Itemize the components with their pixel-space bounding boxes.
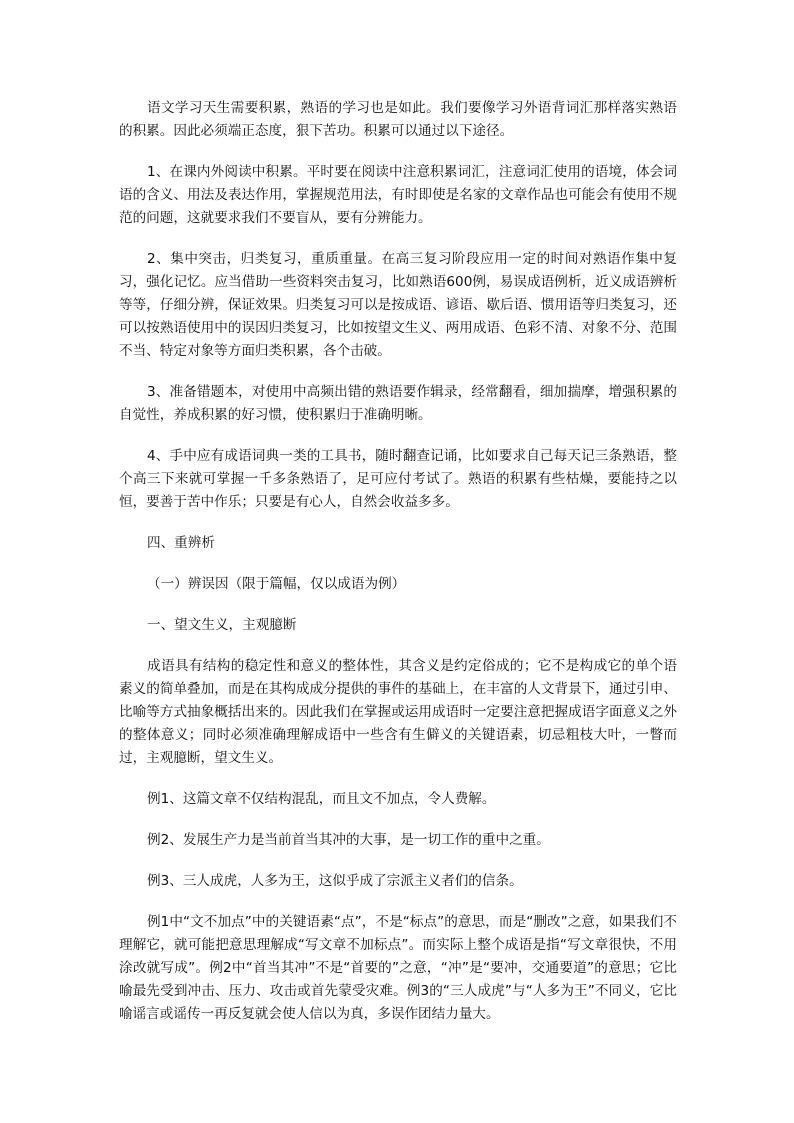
method-1-paragraph: 1、在课内外阅读中积累。平时要在阅读中注意积累词汇，注意词汇使用的语境，体会词语的含义、用法及表达作用，掌握规范用法，有时即使是名家的文章作品也可能会有使用不规范的问题，这就要求我们不要盲从，要有分辨能力。 bbox=[119, 164, 677, 226]
example-3: 例3、三人成虎，人多为王，这似乎成了宗派主义者们的信条。 bbox=[147, 873, 523, 889]
method-2-paragraph: 2、集中突击，归类复习，重质重量。在高三复习阶段应用一定的时间对熟语作集中复习，强化记忆。应当借助一些资料突击复习，比如熟语600例，易误成语例析，近义成语辨析等等，仔细分辨，保证效果。归类复习可以是按成语、谚语、歇后语、惯用语等归类复习，还可以按熟语使用中的误因归类复习，比如按望文生义、两用成语、色彩不清、对象不分、范围不当、特定对象等方面归类积累，各个击破。 bbox=[119, 251, 677, 359]
explanation-paragraph: 成语具有结构的稳定性和意义的整体性，其含义是约定俗成的；它不是构成它的单个语素义的简单叠加，而是在其构成成分提供的事件的基础上，在丰富的人文背景下，通过引申、比喻等方式抽象概括出来的。因此我们在掌握或运用成语时一定要注意把握成语字面意义之外的整体意义；同时必须准确理解成语中一些含有生僻义的关键语素，切忌粗枝大叶，一瞥而过，主观臆断，望文生义。 bbox=[119, 658, 677, 766]
intro-paragraph: 语文学习天生需要积累，熟语的学习也是如此。我们要像学习外语背词汇那样落实熟语的积累。因此必须端正态度，狠下苦功。积累可以通过以下途径。 bbox=[119, 100, 677, 139]
document-page bbox=[119, 97, 677, 1044]
topic-heading: 一、望文生义，主观臆断 bbox=[147, 617, 297, 633]
subsection-heading: （一）辨误因（限于篇幅，仅以成语为例） bbox=[147, 576, 406, 592]
example-1: 例1、这篇文章不仅结构混乱，而且文不加点，令人费解。 bbox=[147, 791, 496, 807]
method-4-paragraph: 4、手中应有成语词典一类的工具书，随时翻查记诵，比如要求自己每天记三条熟语，整个高三下来就可掌握一千多条熟语了，足可应付考试了。熟语的积累有些枯燥，要能持之以恒，要善于苦中作乐；只要是有心人，自然会收益多多。 bbox=[119, 448, 677, 510]
example-2: 例2、发展生产力是当前首当其冲的大事，是一切工作的重中之重。 bbox=[147, 832, 550, 848]
method-3-paragraph: 3、准备错题本，对使用中高频出错的熟语要作辑录，经常翻看，细加揣摩，增强积累的自觉性，养成积累的好习惯，使积累归于准确明晰。 bbox=[119, 384, 677, 423]
analysis-paragraph: 例1中“文不加点”中的关键语素“点”，不是“标点”的意思，而是“删改”之意，如果我们不理解它，就可能把意思理解成“写文章不加标点”。而实际上整个成语是指“写文章很快，不用涂改就写成”。例2中“首当其冲”不是“首要的”之意，“冲”是“要冲，交通要道”的意思；它比喻最先受到冲击、压力、攻击或首先蒙受灾难。例3的“三人成虎”与“人多为王”不同义，它比喻谣言或谣传一再反复就会使人信以为真，多误作团结力量大。 bbox=[119, 914, 677, 1022]
section-heading: 四、重辨析 bbox=[147, 535, 215, 551]
